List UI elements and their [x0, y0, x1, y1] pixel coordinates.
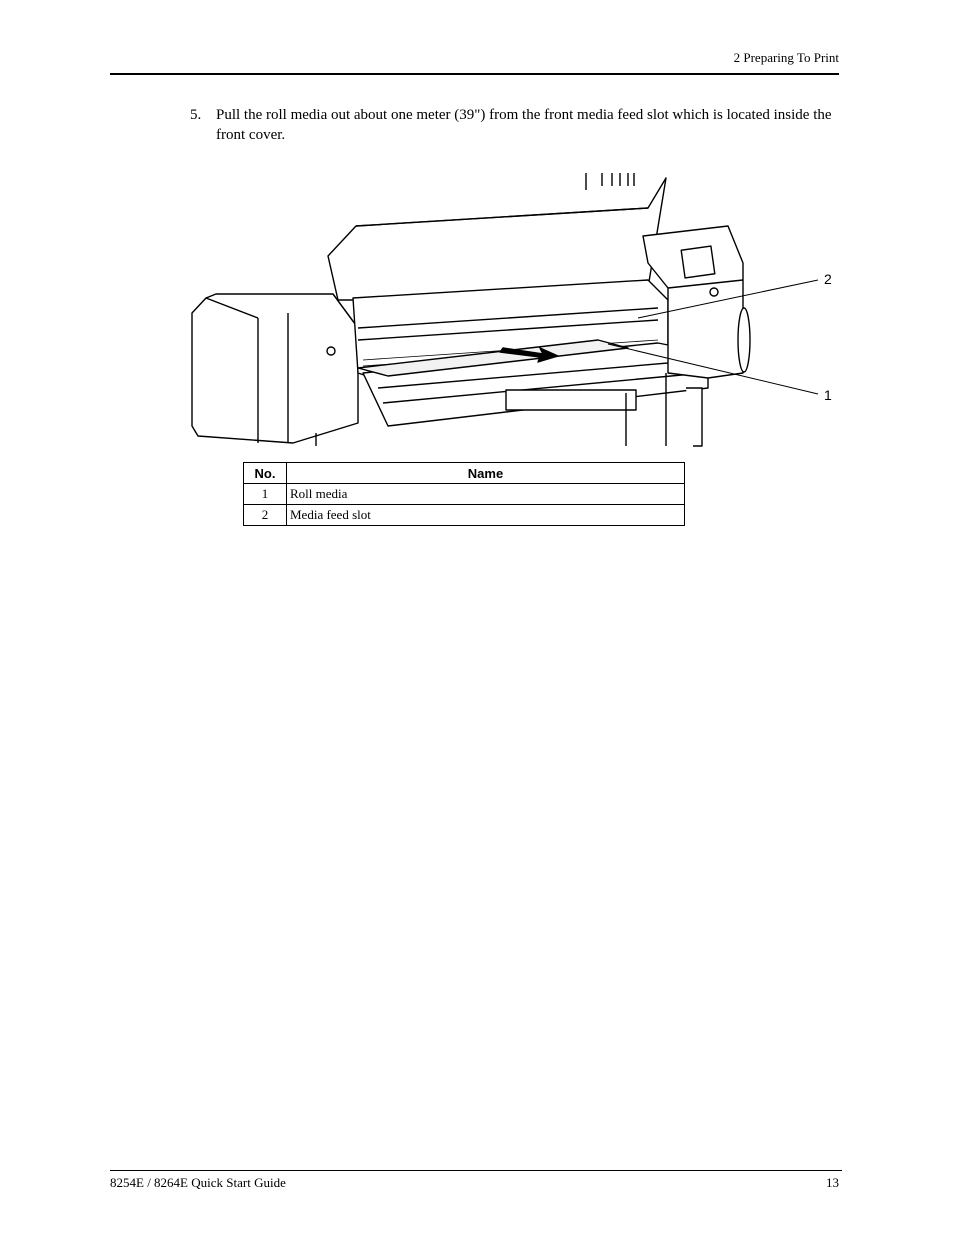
- parts-table: [243, 462, 685, 526]
- guide-title: 8254E / 8264E Quick Start Guide: [110, 1175, 286, 1190]
- row-name: Media feed slot: [287, 505, 685, 526]
- column-header-no: No.: [244, 463, 287, 484]
- step-number: 5.: [190, 107, 202, 123]
- chapter-title: 2 Preparing To Print: [733, 50, 839, 65]
- table-header-row: [244, 463, 685, 484]
- page-number: 13: [826, 1175, 839, 1190]
- column-header-name: Name: [287, 463, 685, 484]
- callout-label: 1: [824, 387, 832, 403]
- table-row: [244, 505, 685, 526]
- printer-line-drawing: [188, 168, 840, 450]
- footer-rule: [110, 1170, 842, 1171]
- row-name: Roll media: [287, 484, 685, 505]
- printer-illustration: [188, 168, 840, 450]
- callout-label: 2: [824, 271, 832, 287]
- row-number: 1: [244, 484, 287, 505]
- table-row: [244, 484, 685, 505]
- step-text: Pull the roll media out about one meter (39") from the front media feed slot which is located inside the front cover.: [216, 107, 832, 143]
- header-rule: [110, 73, 839, 75]
- row-number: 2: [244, 505, 287, 526]
